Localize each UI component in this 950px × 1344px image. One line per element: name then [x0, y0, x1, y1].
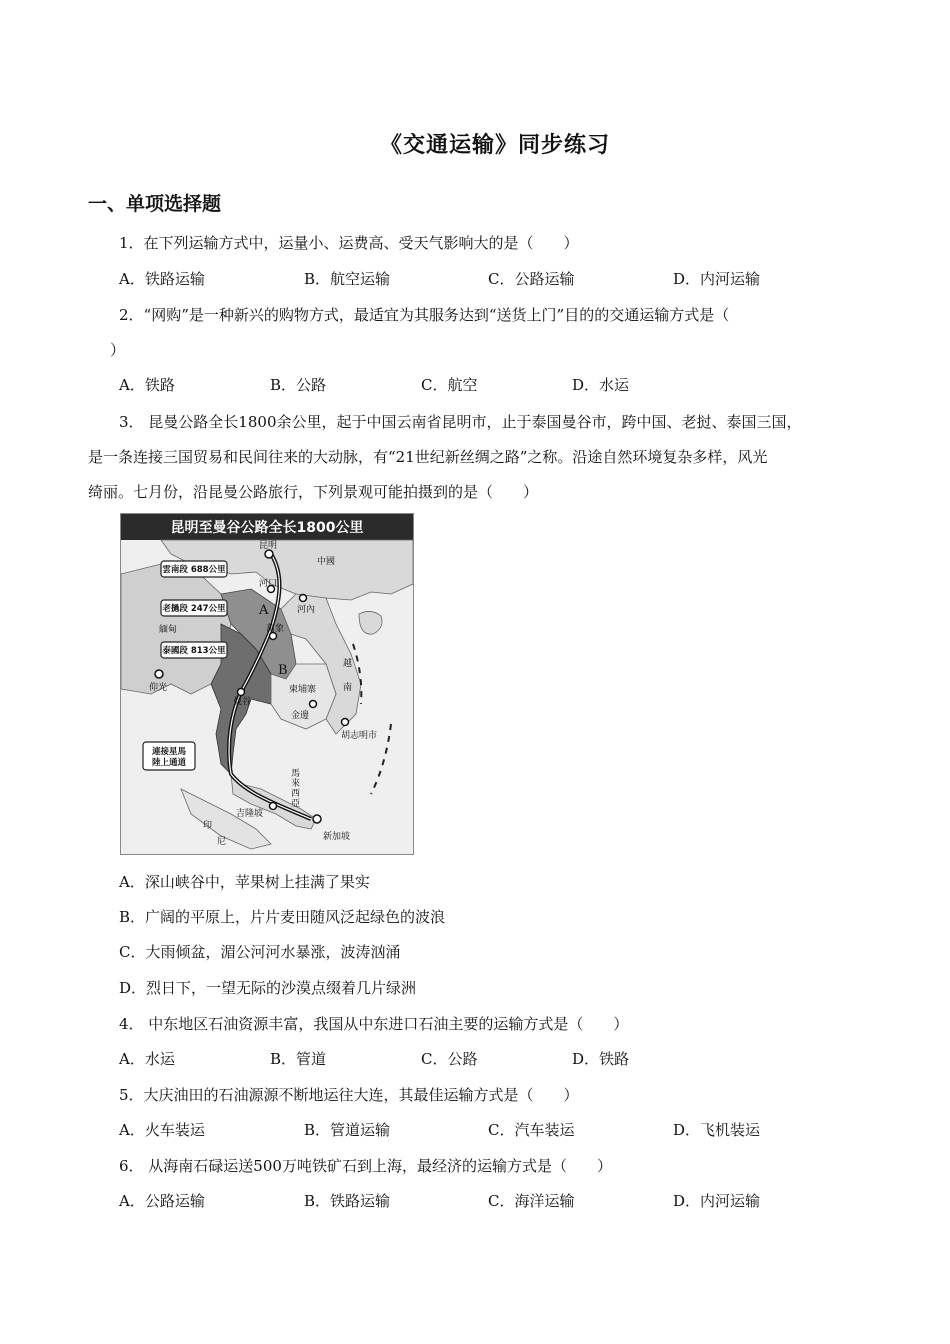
question-4-option-a: A．水运 — [119, 1050, 175, 1068]
label-phnompenh: 金邊 — [291, 711, 310, 721]
label-china: 中國 — [317, 557, 336, 567]
question-2-stem: 2．“网购”是一种新兴的购物方式，最适宜为其服务达到“送货上门”目的的交通运输方式是（ — [119, 306, 730, 324]
box-link-line2: 陸上通道 — [151, 758, 187, 768]
section-heading: 一、单项选择题 — [88, 193, 222, 215]
label-hcmc: 胡志明市 — [341, 731, 378, 741]
label-singapore: 新加坡 — [323, 832, 351, 842]
question-4-option-b: B．管道 — [270, 1050, 327, 1068]
question-2-option-d: D．水运 — [572, 376, 630, 394]
label-kunming: 昆明 — [259, 541, 278, 551]
label-malaysia-4: 亞 — [291, 799, 301, 809]
label-a: A — [259, 603, 269, 618]
label-hekou: 河口 — [259, 579, 278, 589]
question-1-option-a: A．铁路运输 — [119, 270, 205, 288]
question-3-stem-line3: 绮丽。七月份，沿昆曼公路旅行，下列景观可能拍摄到的是（ ） — [88, 483, 539, 501]
label-burma: 緬甸 — [159, 625, 178, 635]
label-indonesia-2: 尼 — [217, 837, 227, 847]
question-3-option-b: B．广阔的平原上，片片麦田随风泛起绿色的波浪 — [119, 908, 446, 926]
marker-hanoi — [300, 595, 307, 602]
question-4-option-d: D．铁路 — [572, 1050, 630, 1068]
question-2-option-c: C．航空 — [421, 376, 478, 394]
question-2-stem-end: ） — [110, 341, 126, 359]
question-5-option-a: A．火车装运 — [119, 1121, 205, 1139]
question-6-option-b: B．铁路运输 — [304, 1192, 391, 1210]
label-yangon: 仰光 — [149, 683, 168, 693]
label-malaysia-1: 馬 — [291, 769, 301, 779]
question-3-option-a: A．深山峡谷中，苹果树上挂满了果实 — [119, 873, 370, 891]
marker-yangon — [155, 670, 163, 678]
box-thai-text: 泰國段 813公里 — [162, 646, 226, 656]
question-5-option-c: C．汽车装运 — [488, 1121, 575, 1139]
question-6-option-a: A．公路运输 — [119, 1192, 205, 1210]
page-title: 《交通运输》同步练习 — [379, 133, 610, 158]
marker-phnompenh — [310, 701, 317, 708]
question-2-option-b: B．公路 — [270, 376, 327, 394]
question-5-option-b: B．管道运输 — [304, 1121, 391, 1139]
question-6-option-c: C．海洋运输 — [488, 1192, 575, 1210]
map-header-text: 昆明至曼谷公路全长1800公里 — [170, 520, 364, 536]
label-indonesia-1: 印 — [203, 821, 213, 831]
label-vietnam-1: 越 — [343, 659, 353, 669]
marker-singapore — [313, 815, 321, 823]
marker-bangkok — [238, 689, 245, 696]
marker-hcmc — [342, 719, 349, 726]
route-map-svg — [121, 514, 413, 854]
box-yunnan-text: 雲南段 688公里 — [162, 565, 226, 575]
question-6-stem: 6． 从海南石碌运送500万吨铁矿石到上海，最经济的运输方式是（ ） — [119, 1157, 612, 1175]
question-4-stem: 4． 中东地区石油资源丰富，我国从中东进口石油主要的运输方式是（ ） — [119, 1015, 629, 1033]
marker-kunming — [265, 550, 273, 558]
question-1-option-b: B．航空运输 — [304, 270, 391, 288]
label-vietnam-2: 南 — [343, 683, 353, 693]
label-hanoi: 河內 — [297, 605, 316, 615]
question-1-stem: 1．在下列运输方式中，运量小、运费高、受天气影响大的是（ ） — [119, 234, 579, 252]
question-5-option-d: D．飞机装运 — [673, 1121, 761, 1139]
question-3-option-c: C．大雨倾盆，湄公河河水暴涨，波涛汹涌 — [119, 943, 401, 961]
question-6-option-d: D．内河运输 — [673, 1192, 761, 1210]
question-2-option-a: A．铁路 — [119, 376, 175, 394]
label-vientiane: 萬象 — [266, 624, 285, 634]
question-1-option-c: C．公路运输 — [488, 270, 575, 288]
question-1-option-d: D．内河运输 — [673, 270, 761, 288]
question-3-option-d: D．烈日下，一望无际的沙漠点缀着几片绿洲 — [119, 979, 417, 997]
label-bangkok: 曼谷 — [233, 697, 252, 707]
question-5-stem: 5．大庆油田的石油源源不断地运往大连，其最佳运输方式是（ ） — [119, 1086, 579, 1104]
box-link-line1: 連接星馬 — [151, 747, 187, 757]
question-3-stem-line1: 3． 昆曼公路全长1800余公里，起于中国云南省昆明市，止于泰国曼谷市，跨中国、老挝、泰国三国， — [119, 413, 802, 431]
question-3-stem-line2: 是一条连接三国贸易和民间往来的大动脉，有“21世纪新丝绸之路”之称。沿途自然环境复杂多样，风光 — [88, 448, 768, 466]
route-map-figure — [120, 513, 414, 855]
label-kl: 吉隆坡 — [236, 809, 264, 819]
label-malaysia-2: 來 — [291, 779, 301, 789]
label-malaysia-3: 西 — [291, 789, 301, 799]
marker-kl — [270, 803, 277, 810]
label-b: B — [278, 663, 288, 678]
box-laos-text: 老撾段 247公里 — [162, 604, 226, 614]
question-4-option-c: C．公路 — [421, 1050, 478, 1068]
label-cambodia: 柬埔寨 — [289, 685, 317, 695]
